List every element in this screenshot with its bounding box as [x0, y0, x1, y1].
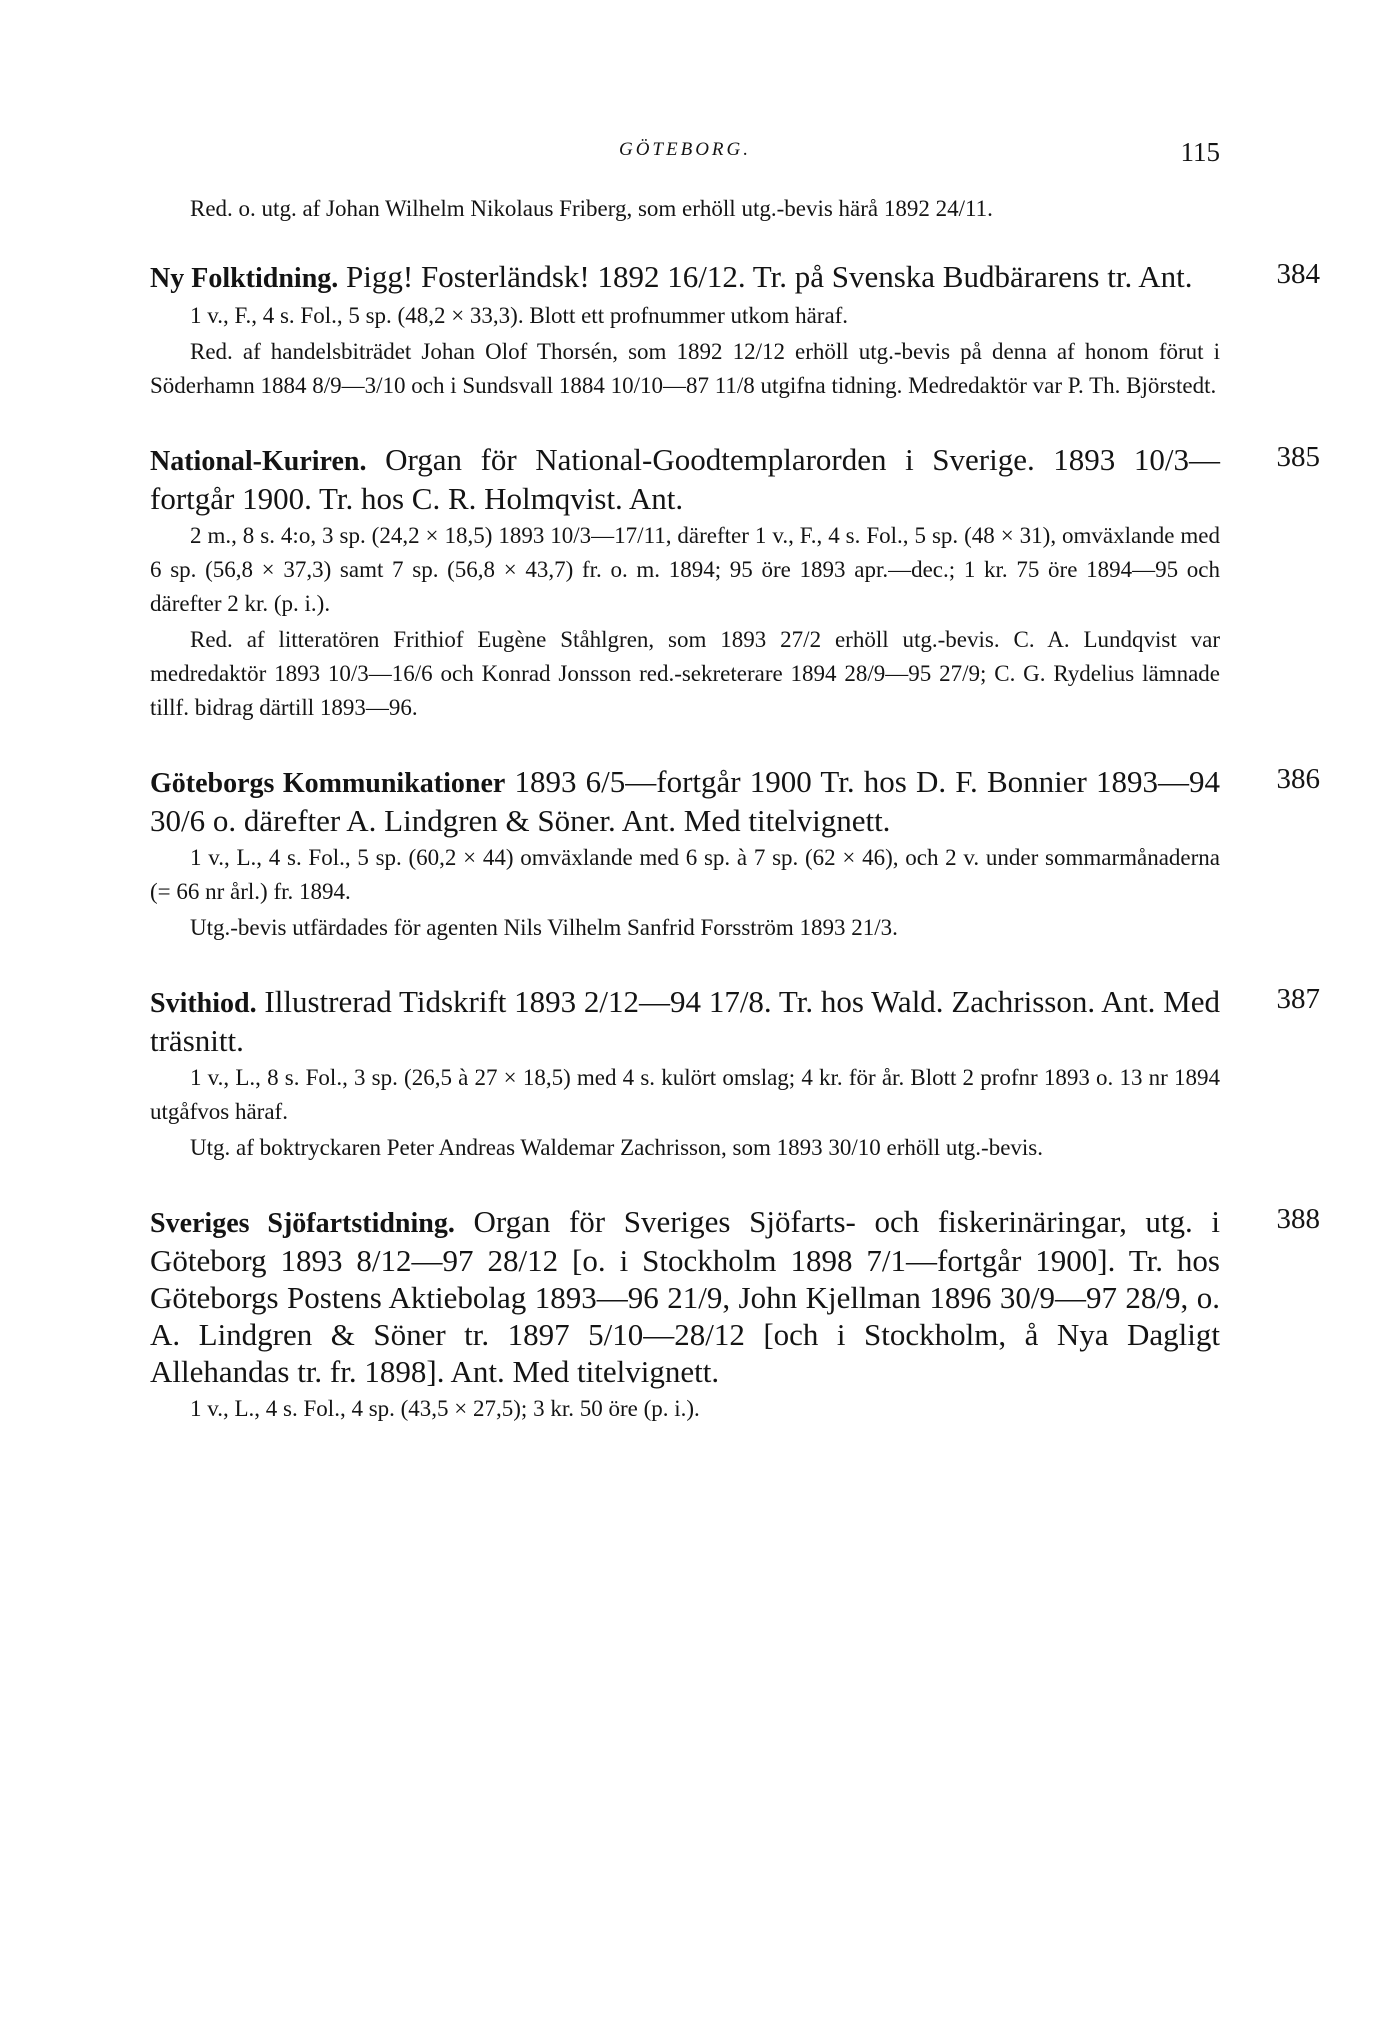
entry-description: Pigg! Fosterländsk! 1892 16/12. Tr. på Svenska Budbärarens tr. Ant.	[346, 259, 1193, 294]
entry-number: 384	[1276, 258, 1320, 290]
format-paragraph: 1 v., F., 4 s. Fol., 5 sp. (48,2 × 33,3). Blott ett profnummer utkom häraf.	[190, 303, 849, 328]
entry-number: 385	[1276, 441, 1320, 473]
page-body	[150, 192, 1320, 1464]
format-paragraph: 1 v., L., 8 s. Fol., 3 sp. (26,5 à 27 × 18,5) med 4 s. kulört omslag; 4 kr. för år. Blott 2 profnr 1893 o. 13 nr 1894 utgåfvos häraf.	[150, 1065, 1220, 1124]
entry-description: Organ för Sveriges Sjöfarts- och fiskerinäringar, utg. i Göteborg 1893 8/12—97 28/12 [o. i Stockholm 1898 7/1—fortgår 1900]. Tr. hos Göteborgs Postens Aktiebolag 1893—96 21/9, John Kjellman 1896 30/9—97 28/9, o. A. Lindgren & Söner tr. 1897 5/10—28/12 [och i Stockholm, å Nya Dagligt Allehandas tr. fr. 1898]. Ant. Med titelvignett.	[150, 1204, 1221, 1389]
editor-paragraph: Utg. af boktryckaren Peter Andreas Waldemar Zachrisson, som 1893 30/10 erhöll utg.-bevis.	[190, 1135, 1043, 1160]
editor-paragraph: Red. af litteratören Frithiof Eugène Ståhlgren, som 1893 27/2 erhöll utg.-bevis. C. A. Lundqvist var medredaktör 1893 10/3—16/6 och Konrad Jonsson red.-sekreterare 1894 28/9—95 27/9; C. G. Rydelius lämnade tillf. bidrag därtill 1893—96.	[150, 627, 1220, 720]
running-head: GÖTEBORG.	[618, 139, 752, 160]
page-header	[150, 133, 1220, 173]
format-paragraph: 1 v., L., 4 s. Fol., 4 sp. (43,5 × 27,5); 3 kr. 50 öre (p. i.).	[190, 1396, 700, 1421]
entry-description: Organ för National-Goodtemplarorden i Sverige. 1893 10/3—fortgår 1900. Tr. hos C. R. Holmqvist. Ant.	[150, 442, 1221, 516]
entry-heading	[150, 441, 1220, 517]
entry-388	[150, 1203, 1320, 1426]
entry-387	[150, 983, 1320, 1165]
format-paragraph: 1 v., L., 4 s. Fol., 5 sp. (60,2 × 44) omväxlande med 6 sp. à 7 sp. (62 × 46), och 2 v. under sommarmånaderna (= 66 nr årl.) fr. 1894.	[150, 845, 1220, 904]
entry-heading	[150, 1203, 1220, 1390]
entry-heading	[150, 258, 1220, 297]
entry-description: 1893 6/5—fortgår 1900 Tr. hos D. F. Bonnier 1893—94 30/6 o. därefter A. Lindgren & Söner. Ant. Med titelvignett.	[150, 764, 1221, 838]
editor-paragraph: Utg.-bevis utfärdades för agenten Nils Vilhelm Sanfrid Forsström 1893 21/3.	[190, 915, 898, 940]
intro-entry	[150, 192, 1220, 226]
entry-number: 386	[1276, 763, 1320, 795]
page-number: 115	[1180, 137, 1220, 167]
entry-384	[150, 258, 1320, 403]
paper-title: Ny Folktidning.	[150, 263, 339, 294]
paper-title: Göteborgs Kommunikationer	[150, 768, 506, 799]
format-paragraph: 2 m., 8 s. 4:o, 3 sp. (24,2 × 18,5) 1893 10/3—17/11, därefter 1 v., F., 4 s. Fol., 5 sp. (48 × 31), omväxlande med 6 sp. (56,8 × 37,3) samt 7 sp. (56,8 × 43,7) fr. o. m. 1894; 95 öre 1893 apr.—dec.; 1 kr. 75 öre 1894—95 och därefter 2 kr. (p. i.).	[150, 523, 1220, 616]
entry-number: 387	[1276, 983, 1320, 1015]
paper-title: Svithiod.	[150, 988, 257, 1019]
entry-description: Illustrerad Tidskrift 1893 2/12—94 17/8. Tr. hos Wald. Zachrisson. Ant. Med träsnitt.	[150, 984, 1221, 1058]
intro-paragraph: Red. o. utg. af Johan Wilhelm Nikolaus Friberg, som erhöll utg.-bevis härå 1892 24/11.	[190, 196, 993, 221]
entry-heading	[150, 983, 1220, 1059]
entry-386	[150, 763, 1320, 945]
paper-title: National-Kuriren.	[150, 446, 367, 477]
paper-title: Sveriges Sjöfartstidning.	[150, 1208, 455, 1239]
entry-385	[150, 441, 1320, 725]
entry-number: 388	[1276, 1203, 1320, 1235]
entry-heading	[150, 763, 1220, 839]
editor-paragraph: Red. af handelsbiträdet Johan Olof Thorsén, som 1892 12/12 erhöll utg.-bevis på denna af honom förut i Söderhamn 1884 8/9—3/10 och i Sundsvall 1884 10/10—87 11/8 utgifna tidning. Medredaktör var P. Th. Björstedt.	[150, 339, 1220, 398]
